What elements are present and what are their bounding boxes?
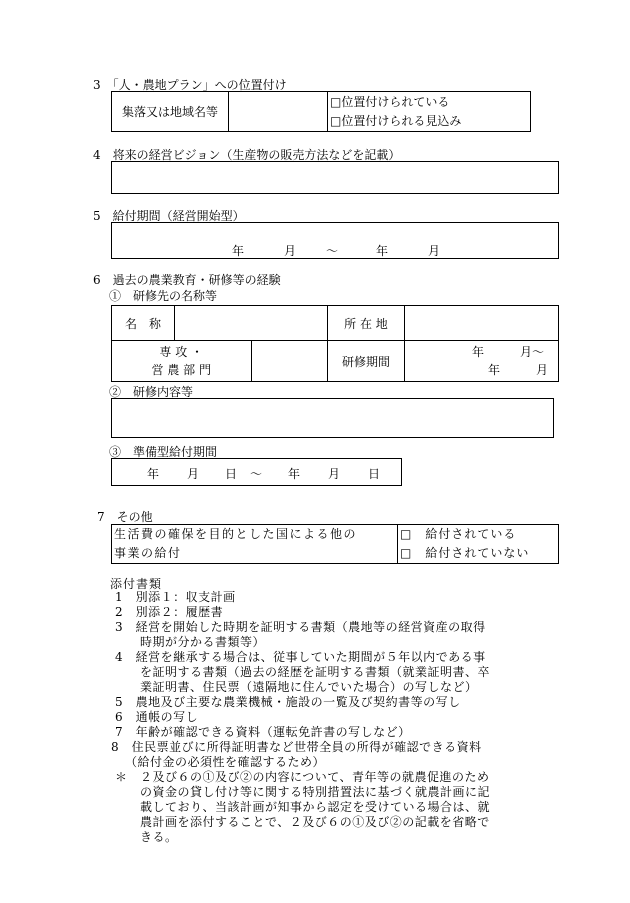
training-table: [111, 305, 559, 382]
attachment-line: 2 別添２：履歴書: [115, 605, 224, 619]
training-name-subtitle: ① 研修先の名称等: [109, 289, 218, 303]
prep-month-end: 月: [328, 467, 341, 481]
period-month-start: 月: [284, 244, 297, 258]
attachment-line: 4 経営を継承する場合は、従事していた期間が５年以内である事: [115, 650, 486, 664]
question-line2: 事業の給付: [114, 546, 182, 560]
attachment-line: 6 通帳の写し: [115, 710, 199, 724]
major-label-line1: 専 攻 ・: [159, 345, 204, 359]
attachment-line: 時期が分かる書類等）: [115, 635, 266, 649]
training-period-line2: 年 月: [487, 363, 548, 377]
other-benefits-table: [111, 524, 559, 564]
payment-period-field[interactable]: [111, 222, 559, 259]
prep-period-field[interactable]: [111, 458, 402, 486]
period-tilde: 〜: [326, 244, 339, 258]
option-positioned[interactable]: □位置付けられている: [330, 94, 450, 109]
training-name-label: 名 称: [112, 306, 175, 341]
training-name-field[interactable]: [175, 306, 328, 341]
training-location-label: 所 在 地: [328, 306, 405, 341]
prep-day-start: 日: [225, 467, 238, 481]
attachments-list: [115, 590, 490, 740]
training-location-field[interactable]: [405, 306, 559, 341]
period-month-end: 月: [428, 244, 441, 258]
training-content-field[interactable]: [111, 398, 554, 438]
area-name-field[interactable]: [229, 92, 328, 132]
attachment-line: 業証明書、住民票（遠隔地に住んでいた場合）の写しなど）: [115, 680, 478, 694]
training-major-label: [112, 341, 252, 382]
section-3-title: 3 「人・農地プラン」への位置付け: [93, 78, 287, 92]
section-5-title: 5 給付期間（経営開始型）: [93, 209, 245, 223]
footnote-line: 農計画を添付することで、２及び６の①及び②の記載を省略で: [115, 815, 490, 829]
area-name-label: 集落又は地域名等: [112, 92, 229, 132]
period-year-start: 年: [232, 244, 245, 258]
attachment-line: （給付金の必須性を確認するため）: [125, 755, 326, 769]
footnote-line: ＊ ２及び６の①及び②の内容について、青年等の就農促進のため: [115, 770, 490, 784]
attachment-line: 5 農地及び主要な農業機械・施設の一覧及び契約書等の写し: [115, 695, 461, 709]
section-6-title: 6 過去の農業教育・研修等の経験: [93, 273, 281, 287]
attachment-footnote: [115, 770, 490, 845]
other-benefits-question: [112, 525, 398, 564]
vision-field[interactable]: [111, 161, 559, 194]
attachment-item-8: [111, 740, 482, 770]
section-7-title: 7 その他: [97, 510, 153, 524]
section-4-title: 4 将来の経営ビジョン（生産物の販売方法などを記載）: [93, 148, 401, 162]
training-major-field[interactable]: [251, 341, 328, 382]
prep-day-end: 日: [368, 467, 381, 481]
prep-month-start: 月: [187, 467, 200, 481]
attachment-line: 8 住民票並びに所得証明書など世帯全員の所得が確認できる資料: [111, 740, 482, 754]
attachment-line: 3 経営を開始した時期を証明する書類（農地等の経営資産の取得: [115, 620, 486, 634]
plan-position-table: [111, 91, 531, 132]
other-benefits-options: [398, 525, 559, 564]
prep-year-start: 年: [147, 467, 160, 481]
attachments-title: 添付書類: [110, 577, 163, 591]
training-period-label: 研修期間: [328, 341, 405, 382]
training-content-subtitle: ② 研修内容等: [109, 385, 194, 399]
major-label-line2: 営 農 部 門: [151, 363, 211, 377]
attachment-line: 7 年齢が確認できる資料（運転免許書の写しなど）: [115, 725, 411, 739]
option-expected[interactable]: □位置付けられる見込み: [330, 113, 462, 128]
prep-period-subtitle: ③ 準備型給付期間: [109, 445, 218, 459]
period-year-end: 年: [376, 244, 389, 258]
option-received[interactable]: □ 給付されている: [400, 527, 517, 541]
prep-tilde: 〜: [250, 467, 263, 481]
option-not-received[interactable]: □ 給付されていない: [400, 546, 530, 560]
training-period-field[interactable]: [405, 341, 559, 382]
attachment-line: を証明する書類（過去の経歴を証明する書類（就業証明書、卒: [115, 665, 491, 679]
prep-year-end: 年: [288, 467, 301, 481]
footnote-line: 載しており、当該計画が知事から認定を受けている場合は、就: [115, 800, 491, 814]
attachment-line: 1 別添１：収支計画: [115, 590, 236, 604]
question-line1: 生活費の確保を目的とした国による他の: [114, 527, 358, 541]
plan-position-options: [328, 92, 531, 132]
footnote-line: の資金の貸し付け等に関する特別措置法に基づく就農計画に記: [115, 785, 491, 799]
training-period-line1: 年 月〜: [471, 345, 544, 359]
footnote-line: きる。: [115, 830, 178, 844]
